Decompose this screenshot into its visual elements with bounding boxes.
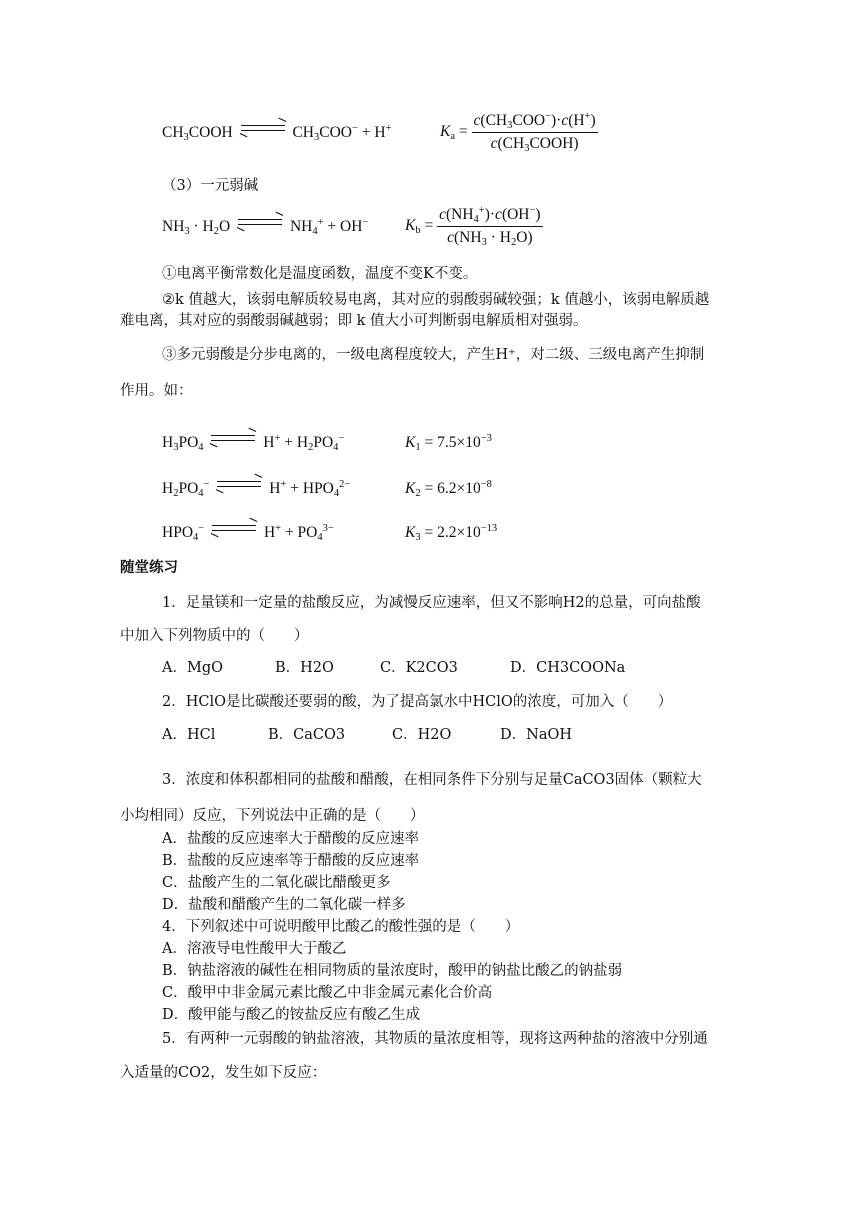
question-4-stem: 4．下列叙述中可说明酸甲比酸乙的酸性强的是（ ） <box>162 919 520 935</box>
question-4-option-a[interactable]: A．溶液导电性酸甲大于酸乙 <box>162 941 347 957</box>
practice-heading: 随堂练习 <box>120 559 178 576</box>
note-3-line-2: 作用。如： <box>120 383 193 399</box>
question-4-option-d[interactable]: D．酸甲能与酸乙的铵盐反应有酸乙生成 <box>162 1007 421 1023</box>
note-2-line-1: ②k 值越大，该弱电解质较易电离，其对应的弱酸弱碱较强；k 值越小，该弱电解质越 <box>162 292 710 308</box>
question-4-option-c[interactable]: C．酸甲中非金属元素比酸乙中非金属元素化合价高 <box>162 985 493 1001</box>
kb-expression: $K_b$ = $\frac{c(NH_4^+)\cdot c(OH^-)}{c(NH_3 \cdot H_2O)}$ <box>405 205 541 248</box>
note-3-line-1: ③多元弱酸是分步电离的，一级电离程度较大，产生H⁺，对二级、三级电离产生抑制 <box>162 347 705 363</box>
question-3-option-c[interactable]: C．盐酸产生的二氧化碳比醋酸更多 <box>162 875 391 891</box>
equation-acetic-acid: $CH_3COOH$ $CH_3COO^- + H^+$ <box>162 123 392 143</box>
equation-phosphoric-step-3: $HPO_4^-$ $H^+ + PO_4^{3-}$ <box>162 523 334 543</box>
k2-value: $K_2 = 6.2\times 10^{-8}$ <box>405 479 492 499</box>
note-1: ①电离平衡常数化是温度函数，温度不变K不变。 <box>162 266 478 282</box>
equilibrium-arrow-icon <box>238 219 282 229</box>
k1-value: $K_1 = 7.5\times 10^{-3}$ <box>405 433 492 453</box>
weak-base-heading: （3）一元弱碱 <box>162 178 259 194</box>
equation-phosphoric-step-1: $H_3PO_4$ $H^+ + H_2PO_4^-$ <box>162 433 345 453</box>
question-2-option-a[interactable]: A．HCl <box>162 727 216 743</box>
equilibrium-arrow-icon <box>212 525 256 535</box>
question-5-stem-line-2: 入适量的CO2，发生如下反应： <box>120 1065 327 1081</box>
question-1-stem-line-1: 1．足量镁和一定量的盐酸反应，为减慢反应速率，但又不影响H2的总量，可向盐酸 <box>162 595 701 611</box>
equation-ammonia: $NH_3 \cdot H_2O$ $NH_4^+ + OH^-$ <box>162 217 369 237</box>
question-5-stem-line-1: 5．有两种一元弱酸的钠盐溶液，其物质的量浓度相等，现将这两种盐的溶液中分别通 <box>162 1031 708 1047</box>
question-3-option-d[interactable]: D．盐酸和醋酸产生的二氧化碳一样多 <box>162 897 406 913</box>
ka-expression: $K_a$ = $\frac{c(CH_3COO^-)\cdot c(H^+)}{c(CH_3COOH)}$ <box>440 111 596 154</box>
question-3-stem-line-2: 小均相同）反应，下列说法中正确的是（ ） <box>120 808 425 824</box>
question-1-option-c[interactable]: C．K2CO3 <box>380 660 458 676</box>
question-2-option-c[interactable]: C．H2O <box>392 727 452 743</box>
question-3-option-a[interactable]: A．盐酸的反应速率大于醋酸的反应速率 <box>162 831 419 847</box>
question-4-option-b[interactable]: B．钠盐溶液的碱性在相同物质的量浓度时，酸甲的钠盐比酸乙的钠盐弱 <box>162 963 623 979</box>
question-3-stem-line-1: 3．浓度和体积都相同的盐酸和醋酸，在相同条件下分别与足量CaCO3固体（颗粒大 <box>162 772 702 788</box>
equilibrium-arrow-icon <box>241 125 285 135</box>
question-1-stem-line-2: 中加入下列物质中的（ ） <box>120 628 309 644</box>
question-3-option-b[interactable]: B．盐酸的反应速率等于醋酸的反应速率 <box>162 853 420 869</box>
question-1-option-b[interactable]: B．H2O <box>275 660 334 676</box>
note-2-line-2: 难电离，其对应的弱酸弱碱越弱；即 k 值大小可判断弱电解质相对强弱。 <box>120 313 588 329</box>
equilibrium-arrow-icon <box>211 435 255 445</box>
question-2-option-d[interactable]: D．NaOH <box>500 727 572 743</box>
equation-phosphoric-step-2: $H_2PO_4^-$ $H^+ + HPO_4^{2-}$ <box>162 479 351 499</box>
question-2-option-b[interactable]: B．CaCO3 <box>268 727 346 743</box>
k3-value: $K_3 = 2.2\times 10^{-13}$ <box>405 523 498 543</box>
question-2-stem: 2．HClO是比碳酸还要弱的酸，为了提高氯水中HClO的浓度，可加入（ ） <box>162 694 673 710</box>
equilibrium-arrow-icon <box>217 481 261 491</box>
question-1-option-a[interactable]: A．MgO <box>162 660 223 676</box>
question-1-option-d[interactable]: D．CH3COONa <box>510 660 626 676</box>
